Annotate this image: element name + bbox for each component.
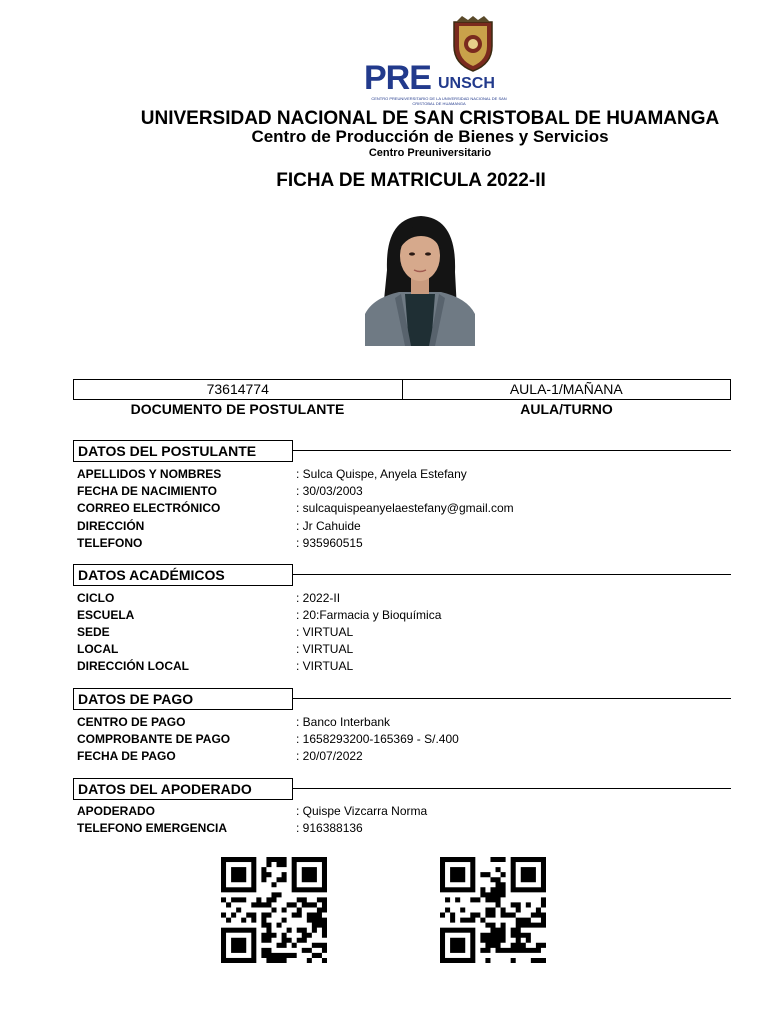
- applicant-photo: [365, 210, 475, 346]
- section-divider: [293, 698, 731, 699]
- field-label: APELLIDOS Y NOMBRES: [77, 467, 222, 481]
- field-value: : 20/07/2022: [296, 749, 363, 763]
- section-apoderado: [73, 778, 731, 800]
- document-number: 73614774: [206, 381, 269, 397]
- field-value: : Jr Cahuide: [296, 519, 361, 533]
- field-label: LOCAL: [77, 642, 119, 656]
- id-box: [73, 379, 731, 400]
- field-value: : VIRTUAL: [296, 642, 354, 656]
- field-row: [77, 731, 727, 748]
- section-pago: [73, 688, 731, 710]
- logo-pre-text: PRE: [364, 59, 431, 97]
- field-label: COMPROBANTE DE PAGO: [77, 732, 231, 746]
- section-academicos: [73, 564, 731, 586]
- field-row: [77, 518, 727, 535]
- field-value: : 30/03/2003: [296, 484, 363, 498]
- section-divider: [293, 788, 731, 789]
- field-label: DIRECCIÓN LOCAL: [77, 659, 189, 673]
- field-row: [77, 483, 727, 500]
- aula-turno-label: AULA/TURNO: [520, 401, 613, 417]
- field-label: CENTRO DE PAGO: [77, 715, 186, 729]
- field-value: : 2022-II: [296, 591, 341, 605]
- field-row: [77, 500, 727, 517]
- preunsch-logo: [364, 16, 516, 106]
- field-label: TELEFONO: [77, 536, 143, 550]
- form-title: FICHA DE MATRICULA 2022-II: [276, 170, 546, 191]
- section-divider: [293, 450, 731, 451]
- id-box-labels: [73, 401, 731, 417]
- field-label: SEDE: [77, 625, 110, 639]
- field-row: [77, 590, 727, 607]
- field-label: FECHA DE NACIMIENTO: [77, 484, 218, 498]
- section-postulante: [73, 440, 731, 462]
- field-value: : VIRTUAL: [296, 625, 354, 639]
- field-row: [77, 641, 727, 658]
- section-title: DATOS DEL APODERADO: [73, 778, 293, 800]
- field-row: [77, 624, 727, 641]
- preuniversity-name: Centro Preuniversitario: [368, 147, 492, 159]
- field-label: TELEFONO EMERGENCIA: [77, 821, 228, 835]
- field-row: [77, 748, 727, 765]
- qr-code-icon: [219, 857, 329, 963]
- field-value: : 20:Farmacia y Bioquímica: [296, 608, 442, 622]
- logo-tagline: CENTRO PREUNIVERSITARIO DE LA UNIVERSIDAD NACIONAL DE SAN CRISTOBAL DE HUAMANGA: [371, 96, 507, 106]
- section-title: DATOS DEL POSTULANTE: [73, 440, 293, 462]
- section-title: DATOS ACADÉMICOS: [73, 564, 293, 586]
- field-value: : 916388136: [296, 821, 363, 835]
- field-value: : Banco Interbank: [296, 715, 391, 729]
- field-label: ESCUELA: [77, 608, 135, 622]
- field-row: [77, 658, 727, 675]
- field-value: : VIRTUAL: [296, 659, 354, 673]
- field-label: CICLO: [77, 591, 115, 605]
- field-row: [77, 607, 727, 624]
- field-label: DIRECCIÓN: [77, 519, 145, 533]
- section-divider: [293, 574, 731, 575]
- field-label: CORREO ELECTRÓNICO: [77, 501, 221, 515]
- logo-unsch-text: UNSCH: [438, 75, 495, 92]
- field-value: : sulcaquispeanyelaestefany@gmail.com: [296, 501, 514, 515]
- field-row: [77, 714, 727, 731]
- field-row: [77, 803, 727, 820]
- field-label: APODERADO: [77, 804, 156, 818]
- section-title: DATOS DE PAGO: [73, 688, 293, 710]
- university-shield-icon: [450, 16, 496, 72]
- field-row: [77, 535, 727, 552]
- aula-turno-value: AULA-1/MAÑANA: [402, 380, 731, 399]
- university-name: UNIVERSIDAD NACIONAL DE SAN CRISTOBAL DE HUAMANGA: [140, 108, 720, 129]
- field-value: : 1658293200-165369 - S/.400: [296, 732, 459, 746]
- qr-code-icon: [438, 857, 548, 963]
- field-value: : Sulca Quispe, Anyela Estefany: [296, 467, 467, 481]
- field-row: [77, 820, 727, 837]
- field-value: : Quispe Vizcarra Norma: [296, 804, 428, 818]
- field-value: : 935960515: [296, 536, 363, 550]
- document-label: DOCUMENTO DE POSTULANTE: [130, 401, 345, 417]
- center-name: Centro de Producción de Bienes y Servicios: [251, 127, 609, 146]
- field-label: FECHA DE PAGO: [77, 749, 176, 763]
- field-row: [77, 466, 727, 483]
